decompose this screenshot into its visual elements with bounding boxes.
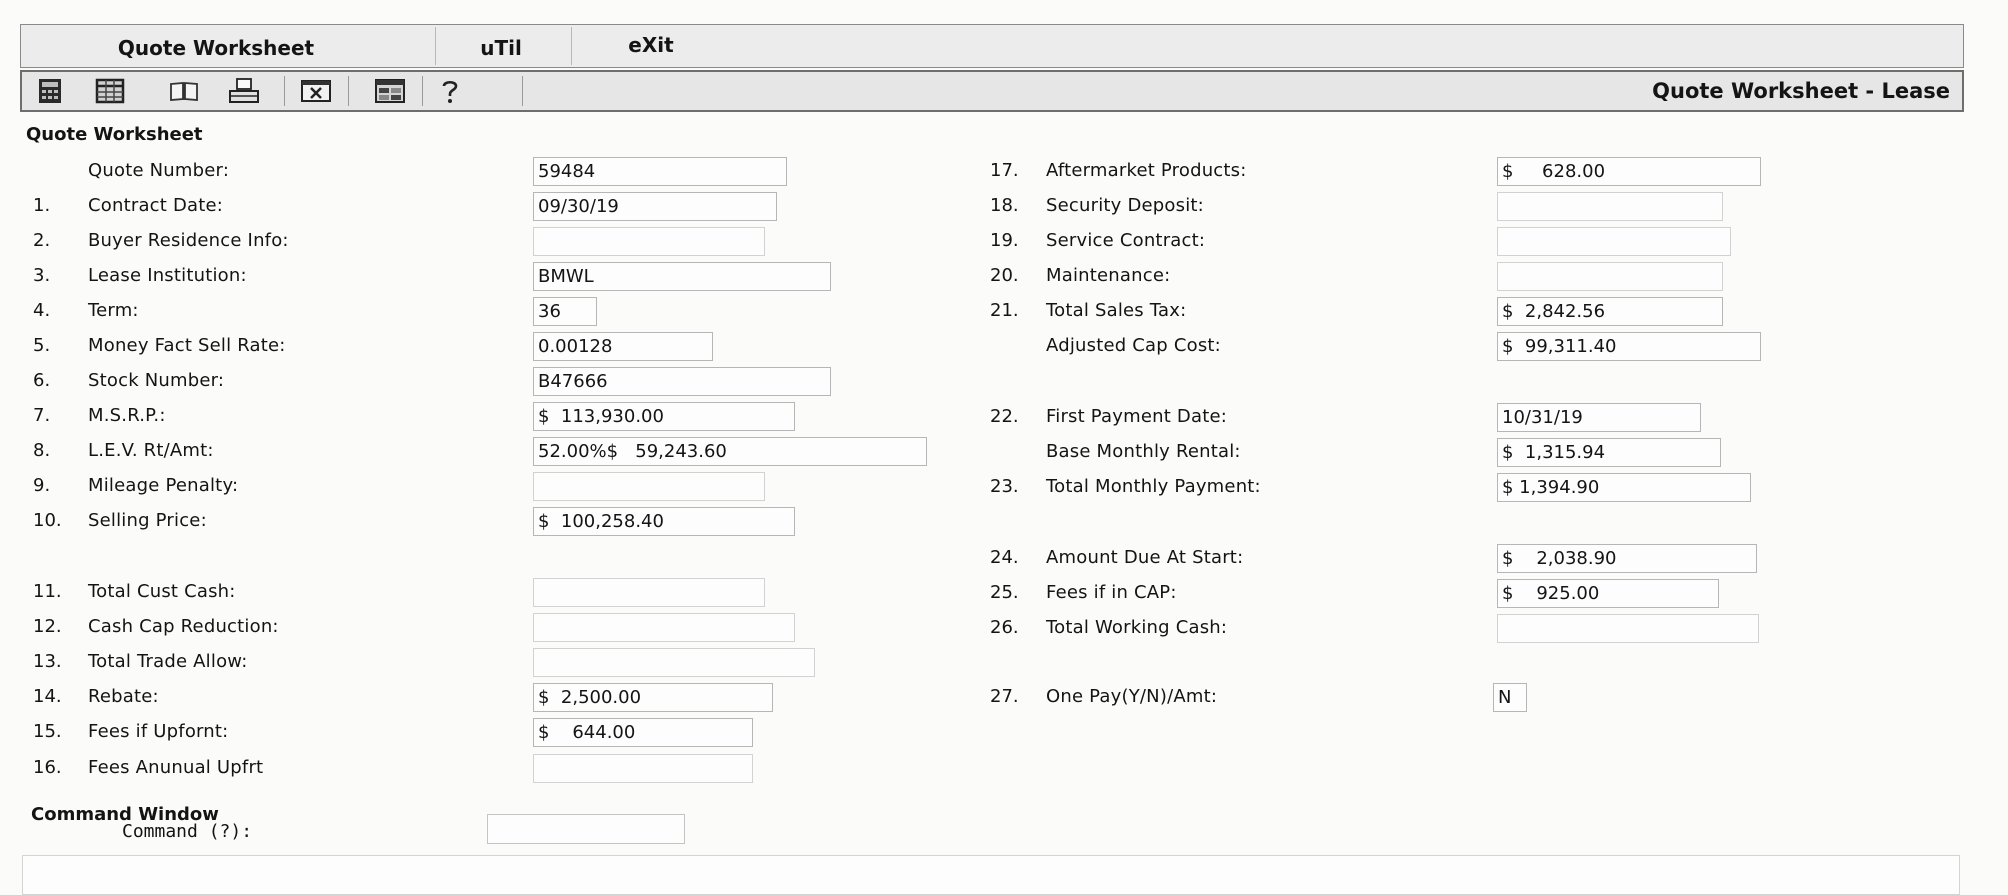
- lease-institution-label: Lease Institution:: [88, 265, 247, 286]
- total-working-cash-label: Total Working Cash:: [1046, 617, 1228, 638]
- one-pay-y-n-amt-label: One Pay(Y/N)/Amt:: [1046, 686, 1218, 707]
- l-e-v-rt-amt-field[interactable]: 52.00%$ 59,243.60: [533, 437, 927, 466]
- buyer-residence-info-field[interactable]: [533, 227, 765, 256]
- aftermarket-products-label: Aftermarket Products:: [1046, 160, 1247, 181]
- total-trade-allow-field[interactable]: [533, 648, 815, 677]
- selling-price-field[interactable]: $ 100,258.40: [533, 507, 795, 536]
- row-number: 27.: [990, 686, 1019, 707]
- row-number: 14.: [33, 686, 62, 707]
- maintenance-field[interactable]: [1497, 262, 1723, 291]
- total-monthly-payment-field[interactable]: $ 1,394.90: [1497, 473, 1751, 502]
- money-fact-sell-rate-field[interactable]: 0.00128: [533, 332, 713, 361]
- adjusted-cap-cost-label: Adjusted Cap Cost:: [1046, 335, 1221, 356]
- m-s-r-p-field[interactable]: $ 113,930.00: [533, 402, 795, 431]
- row-number: 26.: [990, 617, 1019, 638]
- lease-institution-field[interactable]: BMWL: [533, 262, 831, 291]
- total-trade-allow-label: Total Trade Allow:: [88, 651, 248, 672]
- row-number: 7.: [33, 405, 51, 426]
- row-number: 6.: [33, 370, 51, 391]
- mileage-penalty-field[interactable]: [533, 472, 765, 501]
- service-contract-field[interactable]: [1497, 227, 1731, 256]
- stock-number-label: Stock Number:: [88, 370, 225, 391]
- row-number: 20.: [990, 265, 1019, 286]
- toolbar: [20, 70, 1964, 112]
- total-sales-tax-label: Total Sales Tax:: [1046, 300, 1187, 321]
- mileage-penalty-label: Mileage Penalty:: [88, 475, 239, 496]
- row-number: 15.: [33, 721, 62, 742]
- toolbar-divider: [522, 76, 523, 106]
- command-input[interactable]: [487, 814, 685, 844]
- term-field[interactable]: 36: [533, 297, 597, 326]
- book-button[interactable]: [168, 77, 200, 105]
- toolbar-divider: [348, 76, 349, 106]
- row-number: 18.: [990, 195, 1019, 216]
- print-button[interactable]: [228, 77, 260, 105]
- printer-icon: [228, 77, 260, 105]
- row-number: 4.: [33, 300, 51, 321]
- service-contract-label: Service Contract:: [1046, 230, 1206, 251]
- row-number: 23.: [990, 476, 1019, 497]
- row-number: 12.: [33, 616, 62, 637]
- section-heading-command-window: Command Window: [31, 804, 219, 825]
- row-number: 9.: [33, 475, 51, 496]
- row-number: 17.: [990, 160, 1019, 181]
- amount-due-at-start-field[interactable]: $ 2,038.90: [1497, 544, 1757, 573]
- contract-date-label: Contract Date:: [88, 195, 224, 216]
- total-working-cash-field[interactable]: [1497, 614, 1759, 643]
- stock-number-field[interactable]: B47666: [533, 367, 831, 396]
- m-s-r-p-label: M.S.R.P.:: [88, 405, 166, 426]
- row-number: 10.: [33, 510, 62, 531]
- calculator-button[interactable]: [34, 77, 66, 105]
- row-number: 5.: [33, 335, 51, 356]
- fees-anunual-upfrt-label: Fees Anunual Upfrt: [88, 757, 264, 778]
- row-number: 8.: [33, 440, 51, 461]
- row-number: 21.: [990, 300, 1019, 321]
- row-number: 24.: [990, 547, 1019, 568]
- menu-exit[interactable]: eXit: [628, 33, 674, 57]
- help-icon: [434, 77, 466, 105]
- menu-divider: [571, 27, 572, 65]
- buyer-residence-info-label: Buyer Residence Info:: [88, 230, 289, 251]
- first-payment-date-label: First Payment Date:: [1046, 406, 1228, 427]
- row-number: 13.: [33, 651, 62, 672]
- menu-divider: [435, 27, 436, 65]
- row-number: 25.: [990, 582, 1019, 603]
- row-number: 19.: [990, 230, 1019, 251]
- total-sales-tax-field[interactable]: $ 2,842.56: [1497, 297, 1723, 326]
- first-payment-date-field[interactable]: 10/31/19: [1497, 403, 1701, 432]
- row-number: 1.: [33, 195, 51, 216]
- grid-button[interactable]: [94, 77, 126, 105]
- base-monthly-rental-field[interactable]: $ 1,315.94: [1497, 438, 1721, 467]
- row-number: 11.: [33, 581, 62, 602]
- menu-util[interactable]: uTil: [480, 36, 522, 60]
- base-monthly-rental-label: Base Monthly Rental:: [1046, 441, 1241, 462]
- toolbar-divider: [422, 76, 423, 106]
- security-deposit-field[interactable]: [1497, 192, 1723, 221]
- cash-cap-reduction-label: Cash Cap Reduction:: [88, 616, 279, 637]
- fees-if-upfornt-label: Fees if Upfornt:: [88, 721, 229, 742]
- quote-number-label: Quote Number:: [88, 160, 230, 181]
- screen-title: Quote Worksheet - Lease: [1652, 79, 1950, 103]
- total-cust-cash-label: Total Cust Cash:: [88, 581, 236, 602]
- money-fact-sell-rate-label: Money Fact Sell Rate:: [88, 335, 286, 356]
- menu-bar: [20, 24, 1964, 68]
- term-label: Term:: [88, 300, 139, 321]
- selling-price-label: Selling Price:: [88, 510, 207, 531]
- fees-if-in-cap-label: Fees if in CAP:: [1046, 582, 1177, 603]
- security-deposit-label: Security Deposit:: [1046, 195, 1204, 216]
- row-number: 22.: [990, 406, 1019, 427]
- rebate-field[interactable]: $ 2,500.00: [533, 683, 773, 712]
- row-number: 16.: [33, 757, 62, 778]
- menu-quote-worksheet[interactable]: Quote Worksheet: [117, 36, 315, 60]
- toolbar-divider: [284, 76, 285, 106]
- rebate-label: Rebate:: [88, 686, 159, 707]
- quote-number-field[interactable]: 59484: [533, 157, 787, 186]
- amount-due-at-start-label: Amount Due At Start:: [1046, 547, 1244, 568]
- contract-date-field[interactable]: 09/30/19: [533, 192, 777, 221]
- command-label: Command (?):: [122, 821, 253, 842]
- command-output-area: [22, 855, 1960, 895]
- l-e-v-rt-amt-label: L.E.V. Rt/Amt:: [88, 440, 214, 461]
- total-cust-cash-field[interactable]: [533, 578, 765, 607]
- calculator-icon: [34, 77, 66, 105]
- window-tile-button[interactable]: [374, 77, 406, 105]
- fees-if-in-cap-field[interactable]: $ 925.00: [1497, 579, 1719, 608]
- maintenance-label: Maintenance:: [1046, 265, 1171, 286]
- one-pay-y-n-amt-field[interactable]: N: [1493, 683, 1527, 712]
- section-heading-quote-worksheet: Quote Worksheet: [26, 124, 203, 145]
- adjusted-cap-cost-field[interactable]: $ 99,311.40: [1497, 332, 1761, 361]
- window-tile-icon: [374, 77, 406, 105]
- fees-if-upfornt-field[interactable]: $ 644.00: [533, 718, 753, 747]
- total-monthly-payment-label: Total Monthly Payment:: [1046, 476, 1261, 497]
- grid-icon: [94, 77, 126, 105]
- book-icon: [168, 77, 200, 105]
- close-window-button[interactable]: [300, 77, 332, 105]
- aftermarket-products-field[interactable]: $ 628.00: [1497, 157, 1761, 186]
- help-button[interactable]: [434, 77, 466, 105]
- cash-cap-reduction-field[interactable]: [533, 613, 795, 642]
- row-number: 3.: [33, 265, 51, 286]
- close-window-icon: [300, 77, 332, 105]
- row-number: 2.: [33, 230, 51, 251]
- fees-anunual-upfrt-field[interactable]: [533, 754, 753, 783]
